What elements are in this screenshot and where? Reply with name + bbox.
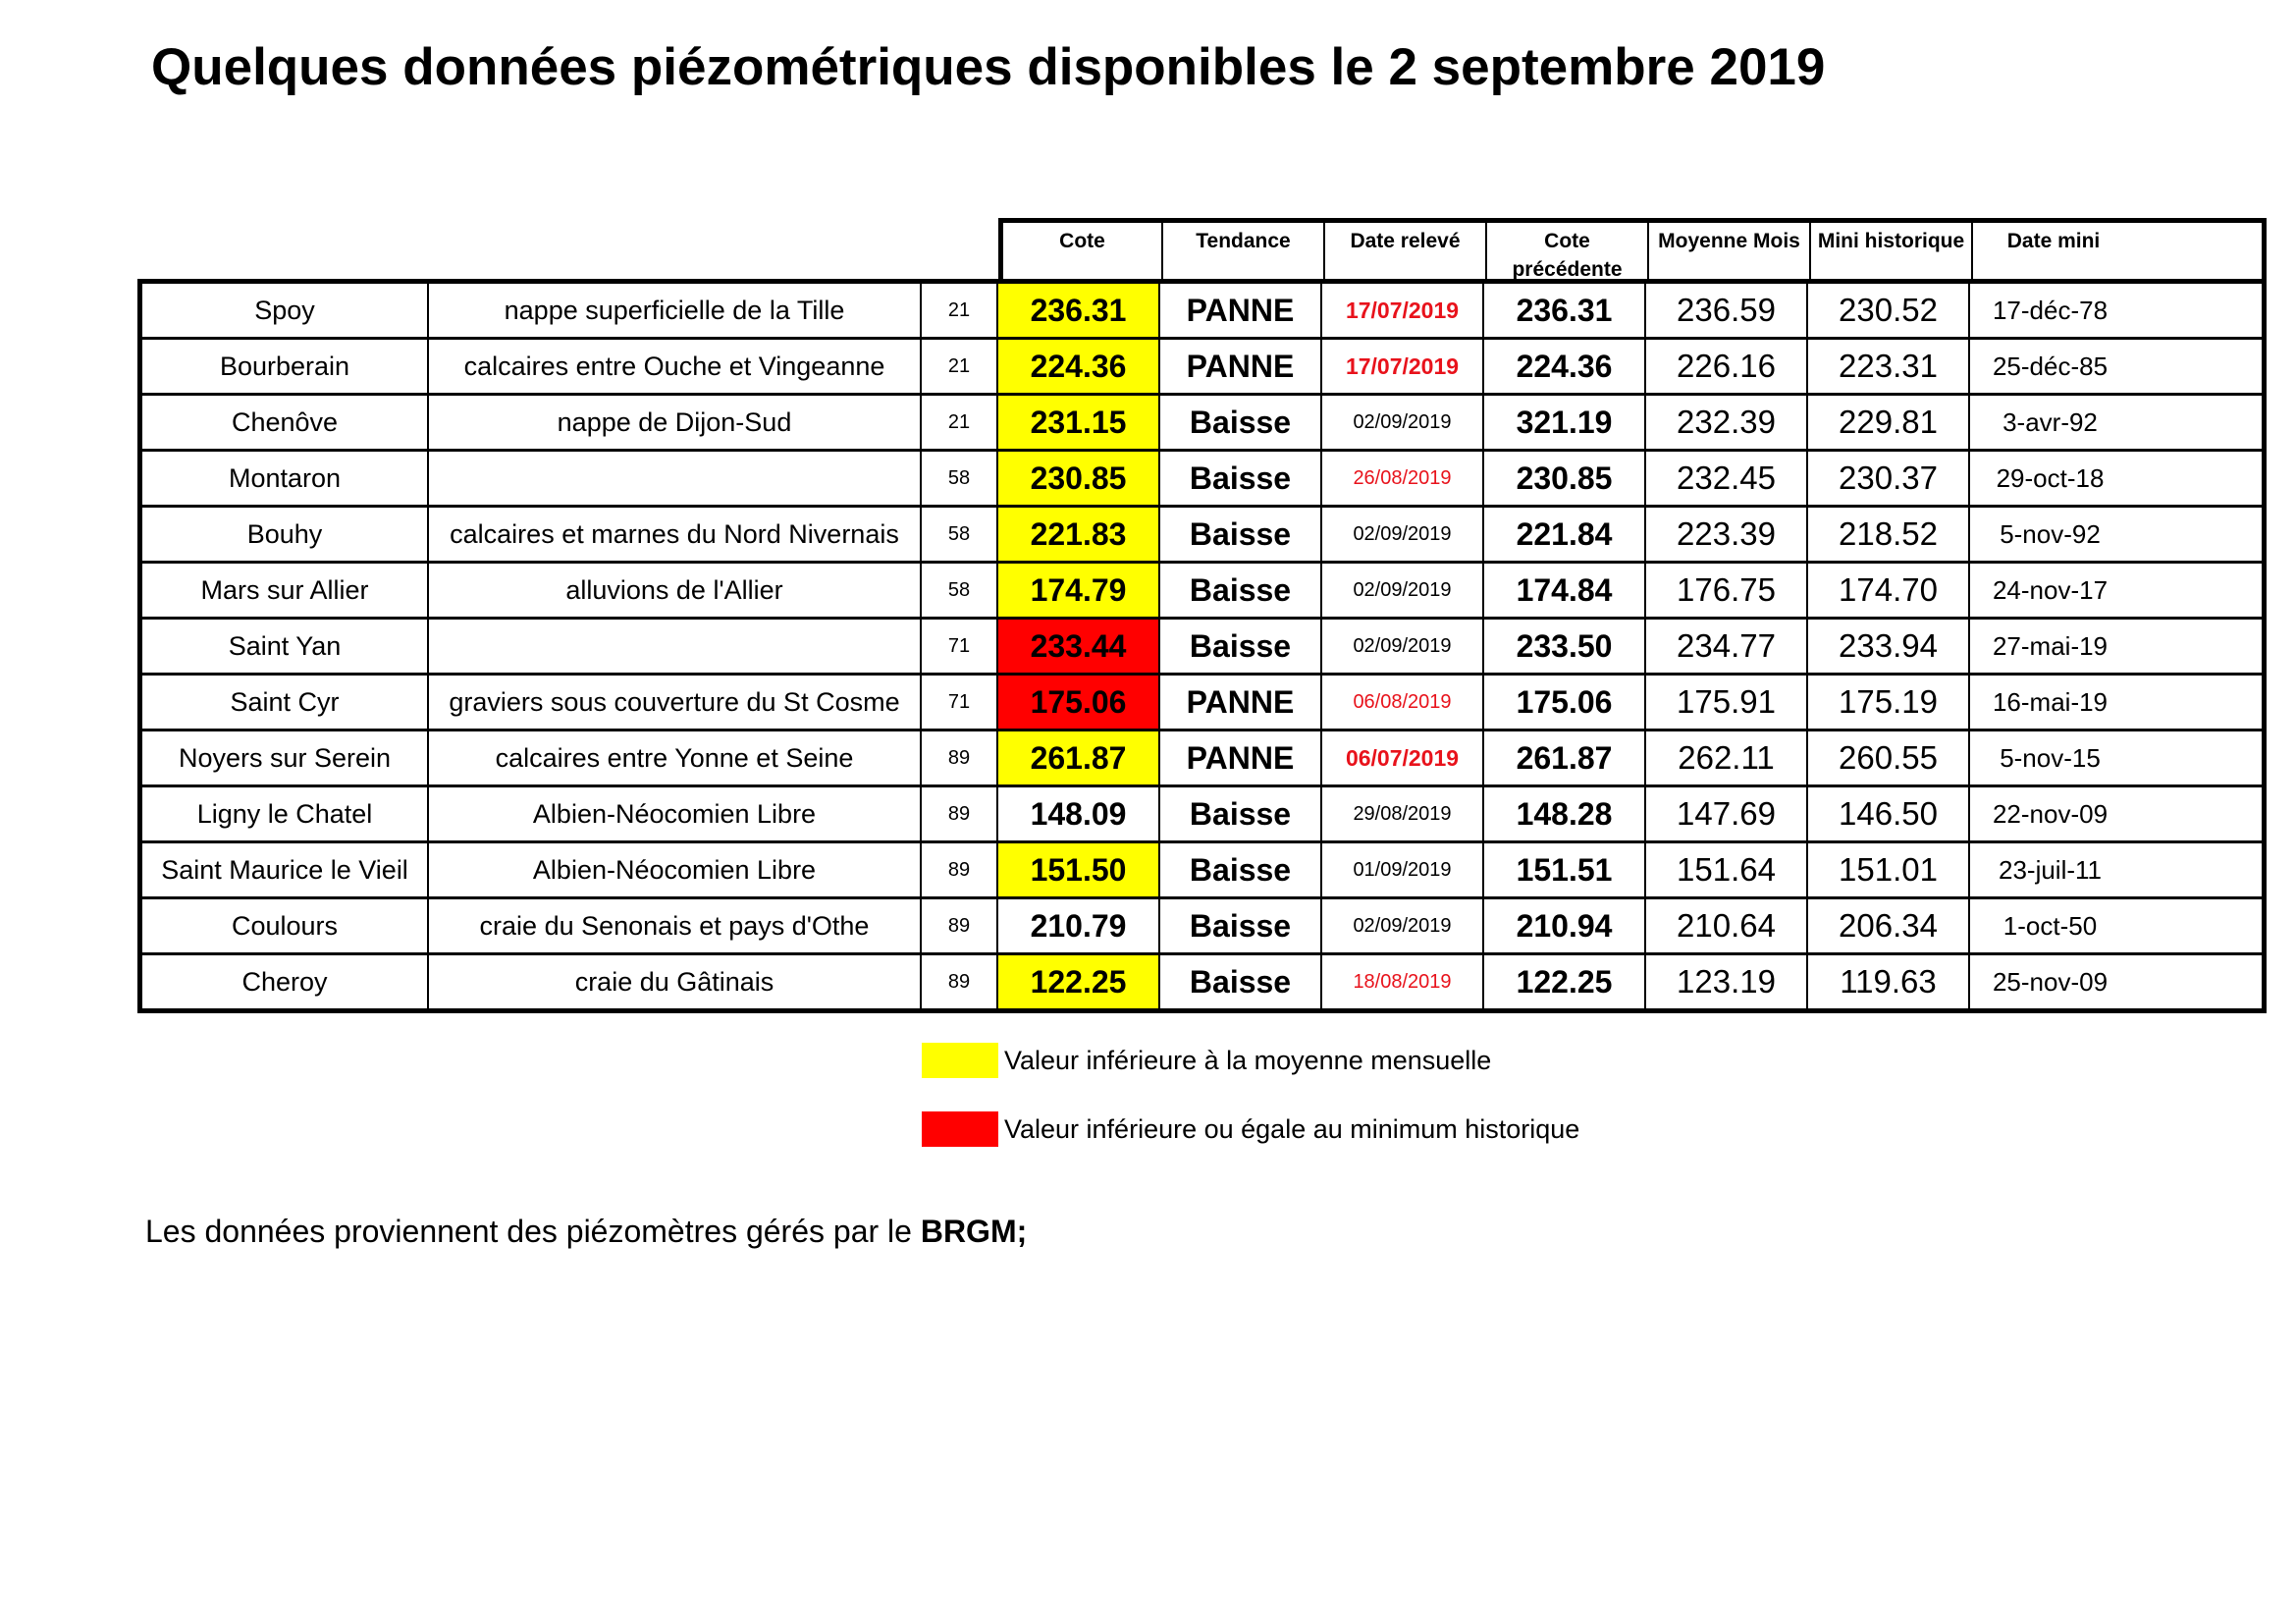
mini-historique-cell: 206.34 <box>1808 899 1970 952</box>
tendance-cell: PANNE <box>1160 731 1322 784</box>
cote-precedente-cell: 210.94 <box>1484 899 1646 952</box>
source-note-text: Les données proviennent des piézomètres gérés par le <box>145 1214 921 1249</box>
date-releve-cell: 17/07/2019 <box>1322 284 1484 337</box>
cote-cell: 148.09 <box>998 787 1160 840</box>
mini-historique-cell: 233.94 <box>1808 620 1970 673</box>
cote-precedente-cell: 175.06 <box>1484 676 1646 729</box>
header-moyenne-mois: Moyenne Mois <box>1649 223 1811 280</box>
date-releve-cell: 17/07/2019 <box>1322 340 1484 393</box>
aquifer-cell: calcaires entre Ouche et Vingeanne <box>429 340 922 393</box>
date-mini-cell: 25-déc-85 <box>1992 351 2109 381</box>
aquifer-cell: calcaires et marnes du Nord Nivernais <box>429 508 922 561</box>
station-cell: Coulours <box>142 899 429 952</box>
date-releve-cell: 18/08/2019 <box>1322 955 1484 1008</box>
header-tendance: Tendance <box>1163 223 1325 280</box>
station-cell: Noyers sur Serein <box>142 731 429 784</box>
mini-historique-cell: 174.70 <box>1808 564 1970 617</box>
cote-precedente-cell: 321.19 <box>1484 396 1646 449</box>
table-row <box>142 955 2262 1008</box>
moyenne-mois-cell: 175.91 <box>1646 676 1808 729</box>
station-cell: Ligny le Chatel <box>142 787 429 840</box>
station-cell: Saint Yan <box>142 620 429 673</box>
cote-cell: 236.31 <box>998 284 1160 337</box>
moyenne-mois-cell: 123.19 <box>1646 955 1808 1008</box>
header-cote-precedente-line2: précédente <box>1512 258 1623 281</box>
date-releve-cell: 06/07/2019 <box>1322 731 1484 784</box>
cote-precedente-cell: 221.84 <box>1484 508 1646 561</box>
date-mini-cell: 23-juil-11 <box>1998 854 2102 885</box>
cote-precedente-cell: 236.31 <box>1484 284 1646 337</box>
cote-cell: 210.79 <box>998 899 1160 952</box>
date-mini-cell: 17-déc-78 <box>1992 295 2109 325</box>
mini-historique-cell: 146.50 <box>1808 787 1970 840</box>
station-cell: Montaron <box>142 452 429 505</box>
moyenne-mois-cell: 236.59 <box>1646 284 1808 337</box>
cote-precedente-cell: 174.84 <box>1484 564 1646 617</box>
station-cell: Saint Cyr <box>142 676 429 729</box>
tendance-cell: PANNE <box>1160 284 1322 337</box>
station-cell: Bouhy <box>142 508 429 561</box>
date-mini-cell: 3-avr-92 <box>2002 406 2098 437</box>
dept-cell: 58 <box>922 564 998 617</box>
station-cell: Saint Maurice le Vieil <box>142 843 429 896</box>
moyenne-mois-cell: 151.64 <box>1646 843 1808 896</box>
cote-precedente-cell: 122.25 <box>1484 955 1646 1008</box>
aquifer-cell: Albien-Néocomien Libre <box>429 787 922 840</box>
legend-item-historic-min <box>922 1111 1579 1147</box>
legend-label: Valeur inférieure à la moyenne mensuelle <box>1004 1045 1492 1075</box>
moyenne-mois-cell: 262.11 <box>1646 731 1808 784</box>
table-row <box>142 676 2262 731</box>
table-row <box>142 340 2262 396</box>
tendance-cell: Baisse <box>1160 564 1322 617</box>
moyenne-mois-cell: 226.16 <box>1646 340 1808 393</box>
moyenne-mois-cell: 232.39 <box>1646 396 1808 449</box>
legend-item-below-mean <box>922 1043 1491 1078</box>
table-row <box>142 731 2262 787</box>
dept-cell: 89 <box>922 955 998 1008</box>
date-mini-cell: 22-nov-09 <box>1992 798 2109 829</box>
header-cote: Cote <box>1003 223 1163 280</box>
mini-historique-cell: 119.63 <box>1808 955 1970 1008</box>
moyenne-mois-cell: 234.77 <box>1646 620 1808 673</box>
aquifer-cell: alluvions de l'Allier <box>429 564 922 617</box>
moyenne-mois-cell: 223.39 <box>1646 508 1808 561</box>
header-mini-historique: Mini historique <box>1811 223 1973 280</box>
cote-cell: 174.79 <box>998 564 1160 617</box>
table-body <box>137 279 2267 1013</box>
legend-label: Valeur inférieure ou égale au minimum historique <box>1004 1113 1580 1144</box>
date-mini-cell: 29-oct-18 <box>1996 462 2105 493</box>
table-row <box>142 620 2262 676</box>
tendance-cell: PANNE <box>1160 676 1322 729</box>
moyenne-mois-cell: 210.64 <box>1646 899 1808 952</box>
table-row <box>142 843 2262 899</box>
tendance-cell: Baisse <box>1160 955 1322 1008</box>
cote-cell: 231.15 <box>998 396 1160 449</box>
date-mini-cell: 5-nov-15 <box>2000 742 2101 773</box>
table-row <box>142 564 2262 620</box>
table-row <box>142 508 2262 564</box>
cote-cell: 151.50 <box>998 843 1160 896</box>
aquifer-cell: craie du Gâtinais <box>429 955 922 1008</box>
date-mini-cell: 16-mai-19 <box>1992 686 2109 717</box>
table-row <box>142 787 2262 843</box>
station-cell: Bourberain <box>142 340 429 393</box>
dept-cell: 21 <box>922 396 998 449</box>
dept-cell: 71 <box>922 676 998 729</box>
aquifer-cell: calcaires entre Yonne et Seine <box>429 731 922 784</box>
tendance-cell: Baisse <box>1160 508 1322 561</box>
mini-historique-cell: 230.52 <box>1808 284 1970 337</box>
date-releve-cell: 29/08/2019 <box>1322 787 1484 840</box>
mini-historique-cell: 175.19 <box>1808 676 1970 729</box>
date-releve-cell: 02/09/2019 <box>1322 564 1484 617</box>
mini-historique-cell: 218.52 <box>1808 508 1970 561</box>
cote-cell: 261.87 <box>998 731 1160 784</box>
date-releve-cell: 26/08/2019 <box>1322 452 1484 505</box>
date-mini-cell: 1-oct-50 <box>2002 910 2098 941</box>
header-cote-precedente-line1: Cote <box>1544 230 1590 252</box>
dept-cell: 21 <box>922 284 998 337</box>
cote-cell: 221.83 <box>998 508 1160 561</box>
cote-cell: 122.25 <box>998 955 1160 1008</box>
date-releve-cell: 06/08/2019 <box>1322 676 1484 729</box>
aquifer-cell <box>429 620 922 673</box>
moyenne-mois-cell: 232.45 <box>1646 452 1808 505</box>
date-releve-cell: 02/09/2019 <box>1322 620 1484 673</box>
cote-precedente-cell: 261.87 <box>1484 731 1646 784</box>
cote-cell: 175.06 <box>998 676 1160 729</box>
mini-historique-cell: 229.81 <box>1808 396 1970 449</box>
cote-precedente-cell: 151.51 <box>1484 843 1646 896</box>
source-note <box>145 1214 1027 1250</box>
cote-precedente-cell: 230.85 <box>1484 452 1646 505</box>
aquifer-cell: Albien-Néocomien Libre <box>429 843 922 896</box>
legend-swatch-red <box>922 1111 998 1147</box>
table-header <box>998 218 2267 280</box>
dept-cell: 71 <box>922 620 998 673</box>
cote-cell: 230.85 <box>998 452 1160 505</box>
date-mini-cell: 25-nov-09 <box>1992 966 2109 997</box>
date-mini-cell: 5-nov-92 <box>2000 518 2101 549</box>
station-cell: Chenôve <box>142 396 429 449</box>
table-row <box>142 452 2262 508</box>
cote-cell: 233.44 <box>998 620 1160 673</box>
tendance-cell: PANNE <box>1160 340 1322 393</box>
moyenne-mois-cell: 147.69 <box>1646 787 1808 840</box>
dept-cell: 89 <box>922 843 998 896</box>
dept-cell: 21 <box>922 340 998 393</box>
legend-swatch-yellow <box>922 1043 998 1078</box>
dept-cell: 58 <box>922 508 998 561</box>
tendance-cell: Baisse <box>1160 620 1322 673</box>
table-row <box>142 396 2262 452</box>
table-row <box>142 284 2262 340</box>
page-title: Quelques données piézométriques disponibles le 2 septembre 2019 <box>151 38 1826 96</box>
tendance-cell: Baisse <box>1160 843 1322 896</box>
mini-historique-cell: 230.37 <box>1808 452 1970 505</box>
date-releve-cell: 02/09/2019 <box>1322 899 1484 952</box>
cote-precedente-cell: 148.28 <box>1484 787 1646 840</box>
source-note-org: BRGM; <box>920 1214 1028 1249</box>
dept-cell: 89 <box>922 899 998 952</box>
date-releve-cell: 01/09/2019 <box>1322 843 1484 896</box>
aquifer-cell: nappe de Dijon-Sud <box>429 396 922 449</box>
station-cell: Cheroy <box>142 955 429 1008</box>
dept-cell: 89 <box>922 787 998 840</box>
aquifer-cell: craie du Senonais et pays d'Othe <box>429 899 922 952</box>
cote-precedente-cell: 224.36 <box>1484 340 1646 393</box>
date-releve-cell: 02/09/2019 <box>1322 396 1484 449</box>
dept-cell: 58 <box>922 452 998 505</box>
table-row <box>142 899 2262 955</box>
cote-cell: 224.36 <box>998 340 1160 393</box>
date-mini-cell: 24-nov-17 <box>1992 574 2109 605</box>
tendance-cell: Baisse <box>1160 899 1322 952</box>
mini-historique-cell: 260.55 <box>1808 731 1970 784</box>
station-cell: Spoy <box>142 284 429 337</box>
tendance-cell: Baisse <box>1160 787 1322 840</box>
aquifer-cell <box>429 452 922 505</box>
header-date-releve: Date relevé <box>1325 223 1487 280</box>
header-date-mini: Date mini <box>2006 230 2101 252</box>
cote-precedente-cell: 233.50 <box>1484 620 1646 673</box>
tendance-cell: Baisse <box>1160 452 1322 505</box>
header-cote-precedente <box>1487 223 1649 280</box>
tendance-cell: Baisse <box>1160 396 1322 449</box>
moyenne-mois-cell: 176.75 <box>1646 564 1808 617</box>
date-releve-cell: 02/09/2019 <box>1322 508 1484 561</box>
mini-historique-cell: 151.01 <box>1808 843 1970 896</box>
aquifer-cell: graviers sous couverture du St Cosme <box>429 676 922 729</box>
date-mini-cell: 27-mai-19 <box>1992 630 2109 661</box>
mini-historique-cell: 223.31 <box>1808 340 1970 393</box>
station-cell: Mars sur Allier <box>142 564 429 617</box>
dept-cell: 89 <box>922 731 998 784</box>
aquifer-cell: nappe superficielle de la Tille <box>429 284 922 337</box>
